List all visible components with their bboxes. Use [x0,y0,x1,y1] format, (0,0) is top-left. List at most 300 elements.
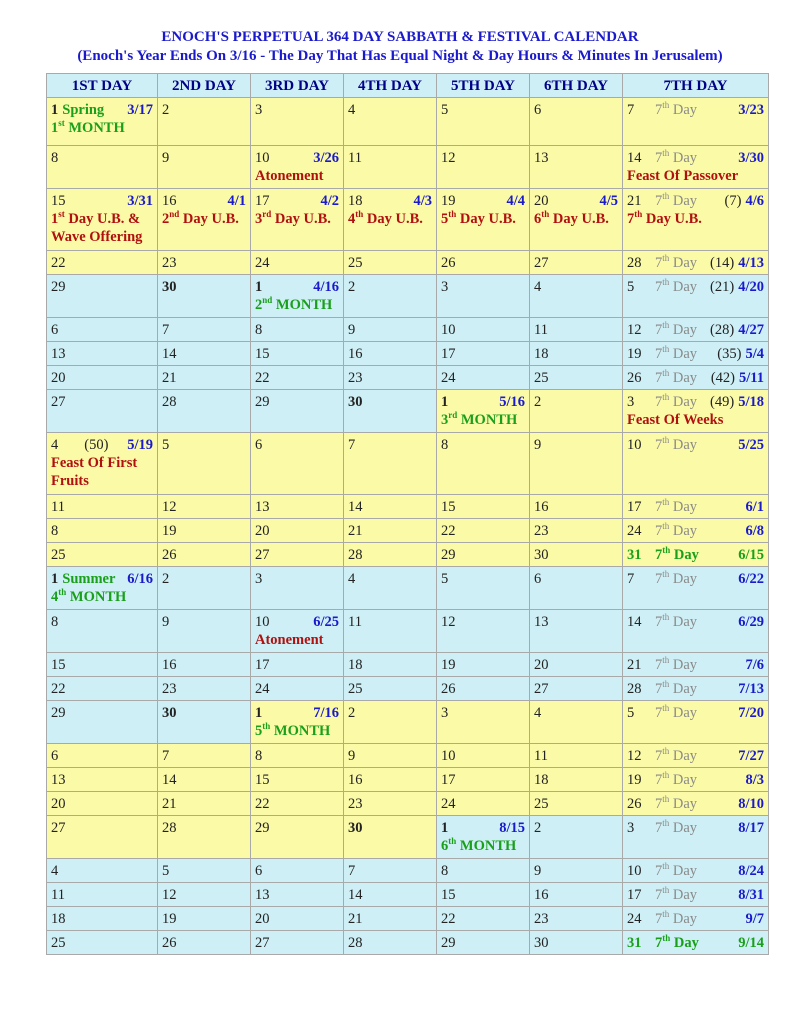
day-number: 22 [51,255,66,271]
sabbath-cell [623,543,769,567]
seventh-word: Day [672,150,698,166]
day-left [441,704,448,722]
day-left [534,436,541,454]
day-cell [437,883,530,907]
day-left [255,771,270,789]
day-line [534,321,618,339]
day-line [348,680,432,698]
day-line [162,795,246,813]
week-row [47,701,769,744]
day-line [441,656,525,674]
day-cell [251,189,344,251]
day-left [162,613,169,631]
sabbath-line [627,393,764,411]
day-cell [344,677,437,701]
day-cell [530,318,623,342]
sub-line [255,296,339,314]
count-label: (42) [710,370,736,386]
sub-line [51,210,153,228]
ordinal-suffix: th [448,209,457,220]
day-number: 3 [255,571,263,587]
day-number: 21 [627,193,642,209]
seventh-day-label [655,369,697,387]
seventh-num: 7 [655,370,663,386]
sabbath-line [627,498,764,516]
day-line [51,613,153,631]
seventh-sup: th [662,545,671,556]
day-line [348,522,432,540]
day-number: 23 [348,796,363,812]
sub-line [534,210,618,228]
day-left [255,278,262,296]
sabbath-line [627,886,764,904]
seventh-day-label [655,613,697,631]
day-left [348,321,355,339]
day-cell [158,433,251,495]
day-number: 9 [348,748,356,764]
day-left [534,680,549,698]
day-number: 27 [255,547,270,563]
day-cell [437,610,530,653]
week-row [47,744,769,768]
sabbath-line [627,321,764,339]
day-number: 17 [441,346,456,362]
day-line [255,886,339,904]
sub-text: Day U.B. [552,211,609,227]
day-left [348,747,355,765]
sabbath-line [627,546,764,564]
day-cell [437,189,530,251]
day-left [441,795,456,813]
week-row [47,567,769,610]
day-number: 28 [162,820,177,836]
column-header: 5TH DAY [437,74,530,98]
day-line [162,254,246,272]
day-line [441,771,525,789]
sabbath-line [627,819,764,837]
sub-text: Atonement [255,168,324,184]
count-label: (50) [84,437,109,453]
day-left [534,934,549,952]
day-left [441,546,456,564]
day-number: 21 [627,657,642,673]
day-cell [344,883,437,907]
sub-text: Wave Offering [51,229,143,245]
day-cell [158,859,251,883]
day-line [51,934,153,952]
day-cell [47,189,158,251]
day-number: 28 [348,547,363,563]
day-line [348,910,432,928]
day-cell [158,366,251,390]
day-cell [344,653,437,677]
seventh-word: Day [672,681,698,697]
day-line [255,321,339,339]
day-line [534,704,618,722]
day-line [441,149,525,167]
sabbath-cell [623,146,769,189]
seventh-word: Day [672,614,698,630]
day-left [441,436,448,454]
day-cell [530,768,623,792]
day-cell [47,859,158,883]
day-number: 31 [627,935,642,951]
sabbath-line [627,192,764,210]
day-left [51,149,58,167]
day-left [255,393,270,411]
day-line [255,934,339,952]
day-cell [530,610,623,653]
sub-text: Day U.B. [182,211,239,227]
day-cell [251,768,344,792]
sabbath-cell [623,519,769,543]
sabbath-cell [623,859,769,883]
seventh-num: 7 [655,705,663,721]
day-line [162,101,246,119]
seventh-sup: th [662,612,670,623]
day-cell [437,390,530,433]
seventh-word: Day [672,705,698,721]
day-number: 9 [534,437,542,453]
day-number: 12 [162,499,177,515]
day-line [51,321,153,339]
week-row [47,859,769,883]
day-left [255,613,270,631]
day-line [441,704,525,722]
gregorian-date: 4/20 [738,279,764,295]
day-line [348,321,432,339]
day-line [534,192,618,210]
seventh-num: 7 [655,279,663,295]
day-cell [158,701,251,744]
day-left [441,254,456,272]
day-line [51,771,153,789]
week-row [47,907,769,931]
day-number: 22 [441,911,456,927]
day-number: 11 [51,887,65,903]
gregorian-date: 3/30 [738,150,764,166]
sabbath-line [627,656,764,674]
day-left [162,393,177,411]
seventh-word: Day [672,322,698,338]
ordinal-suffix: th [634,209,643,220]
sabbath-line [627,254,764,272]
ordinal-suffix: st [58,209,65,220]
day-line [162,393,246,411]
sub-line [441,837,525,855]
day-cell [530,653,623,677]
column-header: 3RD DAY [251,74,344,98]
gregorian-date: 5/11 [739,370,764,386]
seventh-word: Day [672,499,698,515]
day-cell [158,495,251,519]
seventh-word: Day [672,911,698,927]
day-number: 8 [51,614,59,630]
sub-line [51,588,153,606]
day-number: 18 [51,911,66,927]
day-line [51,656,153,674]
day-number: 19 [162,911,177,927]
ordinal-suffix: th [448,836,457,847]
day-left [51,498,65,516]
day-number: 13 [534,150,549,166]
day-line [441,546,525,564]
day-cell [158,519,251,543]
day-number: 26 [162,547,177,563]
seventh-day-label [655,278,697,296]
day-line [534,498,618,516]
seventh-num: 7 [655,255,663,271]
count-label: (49) [710,394,735,410]
day-line [441,613,525,631]
day-cell [158,543,251,567]
day-line [255,436,339,454]
seventh-num: 7 [655,150,663,166]
day-number: 21 [348,911,363,927]
day-cell [437,275,530,318]
day-line [51,101,153,119]
day-number: 27 [255,935,270,951]
ordinal-suffix: th [541,209,550,220]
day-left [162,522,177,540]
day-number: 29 [441,547,456,563]
day-number: 2 [534,820,542,836]
day-cell [437,342,530,366]
day-number: 10 [627,863,642,879]
seventh-sup: th [662,818,670,829]
day-left [534,278,541,296]
seventh-num: 7 [655,863,663,879]
seventh-word: Day [672,796,698,812]
seventh-sup: th [662,703,670,714]
day-left [162,570,169,588]
sabbath-line [627,436,764,454]
day-cell [437,744,530,768]
day-left [348,934,363,952]
ordinal-number: 4 [348,211,356,227]
day-number: 8 [441,863,449,879]
day-left [441,886,456,904]
gregorian-date: 7/16 [313,705,339,721]
day-left [441,613,456,631]
day-left [348,795,363,813]
day-cell [47,275,158,318]
seventh-day-label [655,254,697,272]
sub-line [627,210,764,228]
day-left [348,254,363,272]
day-left [441,101,448,119]
day-number: 14 [348,887,363,903]
day-number: 1 [441,820,449,836]
day-cell [344,366,437,390]
day-number: 20 [51,370,66,386]
day-left [534,771,549,789]
day-line [255,369,339,387]
day-number: 21 [162,796,177,812]
seventh-num: 7 [655,102,663,118]
day-left [255,680,270,698]
day-left [255,369,270,387]
day-line [255,656,339,674]
day-left [51,886,65,904]
day-left [441,278,448,296]
day-cell [437,366,530,390]
day-number: 25 [51,935,66,951]
season-label: Summer [62,571,116,587]
day-left [348,910,363,928]
day-number: 9 [534,863,542,879]
day-cell [530,859,623,883]
day-cell [530,567,623,610]
day-cell [530,390,623,433]
day-number: 11 [348,614,362,630]
day-line [348,819,432,837]
day-left [255,149,270,167]
day-left [255,436,262,454]
day-cell [437,653,530,677]
day-line [51,522,153,540]
sub-text: Day U.B. & [68,211,141,227]
day-cell [344,146,437,189]
seventh-word: Day [672,255,698,271]
day-number: 17 [627,499,642,515]
gregorian-date: 8/10 [738,796,764,812]
sabbath-line [627,862,764,880]
count-label: (21) [710,279,735,295]
day-line [255,278,339,296]
day-left [51,934,66,952]
seventh-num: 7 [655,346,663,362]
day-left [534,795,549,813]
seventh-sup: th [662,392,670,403]
day-number: 10 [255,614,270,630]
seventh-sup: th [662,770,670,781]
day-line [534,747,618,765]
seventh-day-label [655,436,697,454]
day-left [255,862,262,880]
day-cell [530,146,623,189]
day-left [255,570,262,588]
count-label: (14) [710,255,735,271]
day-cell [251,744,344,768]
day-cell [47,146,158,189]
gregorian-date: 8/3 [745,772,764,788]
day-cell [158,931,251,955]
day-number: 26 [162,935,177,951]
ordinal-number: 4 [51,589,59,605]
day-number: 30 [162,279,177,295]
sub-line [51,454,153,472]
sabbath-cell [623,189,769,251]
ordinal-number: 2 [162,211,170,227]
day-left [255,192,270,210]
day-left [162,680,177,698]
day-number: 14 [627,614,642,630]
day-number: 1 [255,705,263,721]
day-line [441,101,525,119]
seventh-word: Day [672,370,698,386]
day-left [162,369,177,387]
sabbath-line [627,149,764,167]
seventh-sup: th [662,100,670,111]
day-left [441,771,456,789]
day-line [255,795,339,813]
week-row [47,543,769,567]
day-cell [344,816,437,859]
day-left [348,436,355,454]
day-line [51,862,153,880]
day-cell [251,251,344,275]
day-left [534,546,549,564]
day-number: 4 [51,863,59,879]
day-line [162,436,246,454]
sub-line [162,210,246,228]
day-cell [47,816,158,859]
seventh-sup: th [662,861,670,872]
day-cell [47,433,158,495]
day-number: 1 [255,279,263,295]
sabbath-cell [623,744,769,768]
day-number: 12 [441,614,456,630]
day-number: 5 [441,102,449,118]
day-cell [251,543,344,567]
day-cell [530,366,623,390]
day-line [441,498,525,516]
day-number: 9 [348,322,356,338]
day-line [348,747,432,765]
sabbath-cell [623,390,769,433]
day-line [348,278,432,296]
day-line [255,393,339,411]
gregorian-date: 6/1 [745,499,764,515]
day-number: 5 [627,279,635,295]
day-cell [251,792,344,816]
day-cell [158,342,251,366]
sabbath-cell [623,816,769,859]
day-left [534,101,541,119]
day-line [255,192,339,210]
calendar-body [47,98,769,955]
seventh-num: 7 [655,523,663,539]
day-number: 19 [627,346,642,362]
day-left [51,436,108,454]
seventh-num: 7 [655,887,663,903]
week-row [47,792,769,816]
day-left [51,656,66,674]
seventh-sup: th [662,497,670,508]
day-line [441,570,525,588]
day-number: 25 [534,370,549,386]
seventh-num: 7 [655,935,663,951]
day-number: 22 [51,681,66,697]
day-number: 3 [627,820,635,836]
day-number: 19 [441,193,456,209]
day-left [348,886,363,904]
day-number: 9 [162,150,170,166]
sabbath-line [627,278,764,296]
seventh-day-label [655,910,697,928]
day-number: 4 [348,571,356,587]
day-cell [530,495,623,519]
day-line [534,819,618,837]
day-cell [344,342,437,366]
day-line [441,321,525,339]
day-left [255,656,270,674]
day-number: 12 [627,322,642,338]
sabbath-cell [623,495,769,519]
day-line [255,704,339,722]
day-line [51,795,153,813]
